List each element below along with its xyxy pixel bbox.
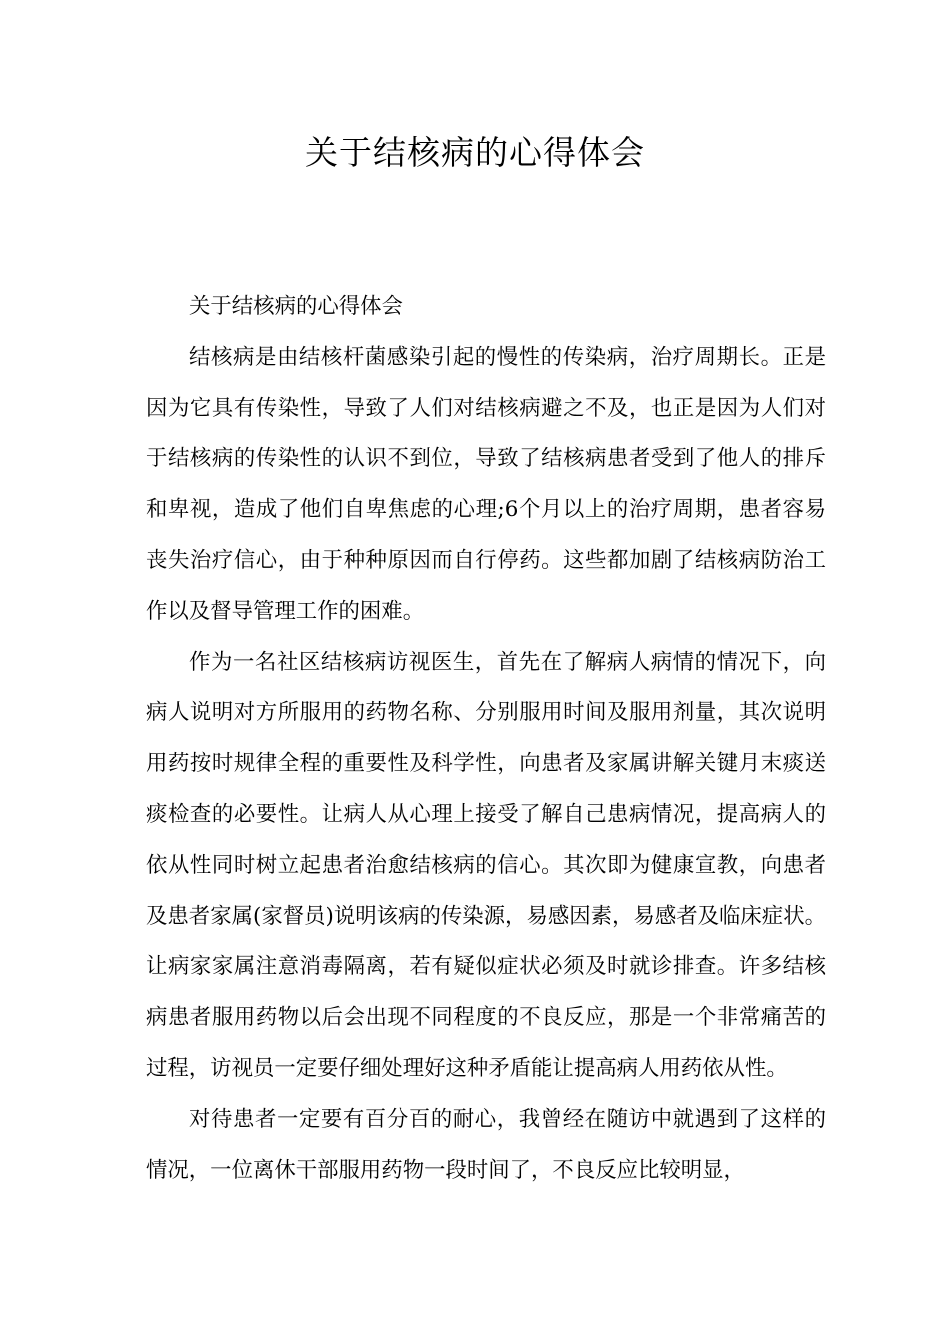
paragraph-heading: 关于结核病的心得体会 — [189, 294, 403, 319]
paragraph: 对待患者一定要有百分百的耐心，我曾经在随访中就遇到了这样的情况，一位离休干部服用药物一段时间了，不良反应比较明显， — [146, 1106, 826, 1183]
document-body — [146, 282, 826, 1196]
paragraph: 结核病是由结核杆菌感染引起的慢性的传染病，治疗周期长。正是因为它具有传染性，导致了人们对结核病避之不及，也正是因为人们对于结核病的传染性的认识不到位，导致了结核病患者受到了他人的排斥和卑视，造成了他们自卑焦虑的心理;6个月以上的治疗周期，患者容易丧失治疗信心，由于种种原因而自行停药。这些都加剧了结核病防治工作以及督导管理工作的困难。 — [146, 344, 826, 624]
document-title: 关于结核病的心得体会 — [305, 133, 645, 172]
paragraph: 作为一名社区结核病访视医生，首先在了解病人病情的情况下，向病人说明对方所服用的药物名称、分别服用时间及服用剂量，其次说明用药按时规律全程的重要性及科学性，向患者及家属讲解关键月末痰送痰检查的必要性。让病人从心理上接受了解自己患病情况，提高病人的依从性同时树立起患者治愈结核病的信心。其次即为健康宣教，向患者及患者家属(家督员)说明该病的传染源，易感因素，易感者及临床症状。让病家家属注意消毒隔离，若有疑似症状必须及时就诊排查。许多结核病患者服用药物以后会出现不同程度的不良反应，那是一个非常痛苦的过程，访视员一定要仔细处理好这种矛盾能让提高病人用药依从性。 — [146, 649, 826, 1081]
